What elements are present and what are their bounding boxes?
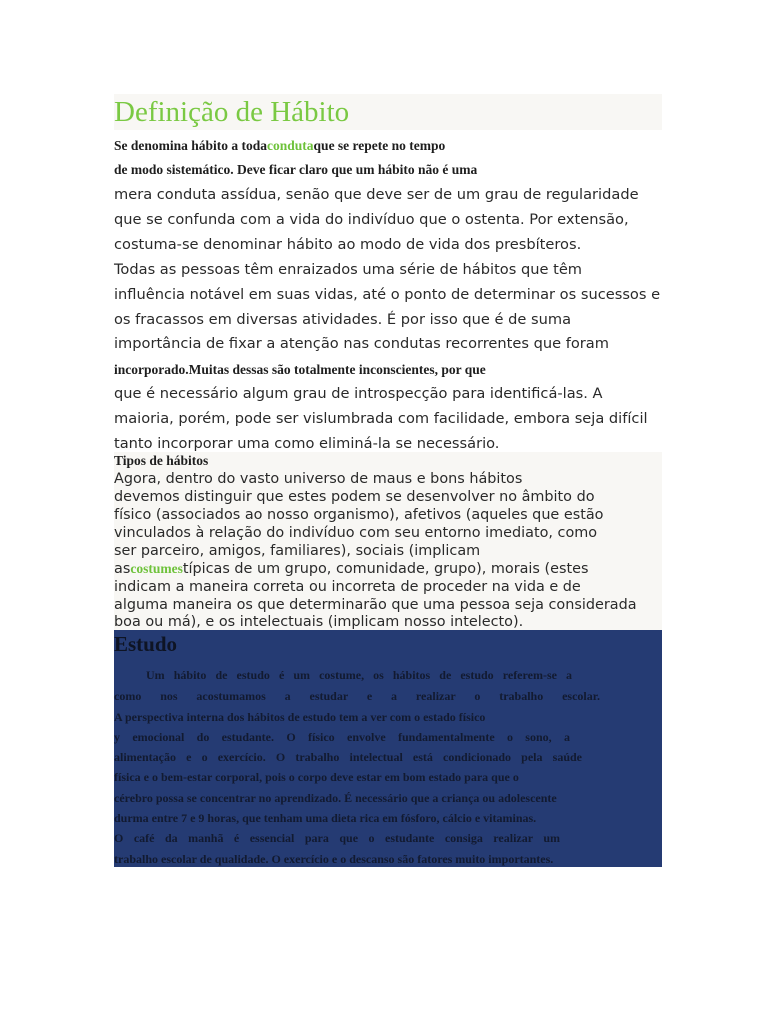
study-line: y emocional do estudante. O físico envolve fundamentalmente o sono, a bbox=[114, 730, 570, 744]
costumes-link[interactable]: costumes bbox=[130, 561, 183, 576]
types-line: ser parceiro, amigos, familiares), sociais (implicam bbox=[114, 543, 481, 559]
types-line-end: típicas de um grupo, comunidade, grupo), morais (estes bbox=[182, 561, 589, 577]
study-line: durma entre 7 e 9 horas, que tenham uma dieta rica em fósforo, cálcio e vitaminas. bbox=[114, 811, 537, 825]
study-line: O café da manhã é essencial para que o estudante consiga realizar um bbox=[114, 831, 560, 845]
types-line-with-link bbox=[114, 560, 588, 578]
types-line-start: as bbox=[114, 561, 131, 577]
study-line: Um hábito de estudo é um costume, os hábitos de estudo referem-se a bbox=[146, 668, 572, 682]
study-line: alimentação e o exercício. O trabalho intelectual está condicionado pela saúde bbox=[114, 750, 582, 764]
types-heading: Tipos de hábitos bbox=[114, 453, 209, 468]
intro-line-1-end: que se repete no tempo bbox=[313, 138, 446, 153]
types-line: Agora, dentro do vasto universo de maus e bons hábitos bbox=[114, 471, 523, 487]
paragraph-line: que é necessário algum grau de introspecção para identificá-las. A bbox=[114, 385, 603, 402]
paragraph-line: mera conduta assídua, senão que deve ser de um grau de regularidade bbox=[114, 186, 639, 203]
paragraph-line: maioria, porém, pode ser vislumbrada com facilidade, embora seja difícil bbox=[114, 410, 648, 427]
study-heading: Estudo bbox=[114, 632, 178, 656]
paragraph-line: os fracassos em diversas atividades. É por isso que é de suma bbox=[114, 311, 572, 328]
study-line: A perspectiva interna dos hábitos de estudo tem a ver com o estado físico bbox=[114, 710, 486, 724]
paragraph-line: importância de fixar a atenção nas condutas recorrentes que foram bbox=[114, 335, 609, 352]
page-title: Definição de Hábito bbox=[114, 96, 350, 128]
types-line: vinculados à relação do indivíduo com seu entorno imediato, como bbox=[114, 525, 598, 541]
types-line: boa ou má), e os intelectuais (implicam nosso intelecto). bbox=[114, 614, 524, 630]
intro-line-1-start: Se denomina hábito a toda bbox=[114, 138, 268, 153]
types-line: físico (associados ao nosso organismo), afetivos (aqueles que estão bbox=[114, 507, 604, 523]
intro-line-2: de modo sistemático. Deve ficar claro que um hábito não é uma bbox=[114, 162, 478, 177]
paragraph-line: costuma-se denominar hábito ao modo de vida dos presbíteros. bbox=[114, 236, 582, 253]
paragraph-line: tanto incorporar uma como eliminá-la se necessário. bbox=[114, 435, 500, 452]
paragraph-line: Todas as pessoas têm enraizados uma série de hábitos que têm bbox=[114, 261, 583, 278]
intro-line-1 bbox=[114, 137, 445, 155]
conduta-link[interactable]: conduta bbox=[267, 138, 314, 153]
paragraph-line: que se confunda com a vida do indivíduo que o ostenta. Por extensão, bbox=[114, 211, 629, 228]
paragraph-line: influência notável em suas vidas, até o ponto de determinar os sucessos e bbox=[114, 286, 661, 303]
study-line: cérebro possa se concentrar no aprendizado. É necessário que a criança ou adolescente bbox=[114, 791, 557, 805]
types-line: indicam a maneira correta ou incorreta de proceder na vida e de bbox=[114, 579, 581, 595]
study-line: trabalho escolar de qualidade. O exercício e o descanso são fatores muito importantes. bbox=[114, 852, 554, 866]
types-line: alguma maneira os que determinarão que uma pessoa seja considerada bbox=[114, 597, 637, 613]
study-line: como nos acostumamos a estudar e a realizar o trabalho escolar. bbox=[114, 689, 600, 703]
study-line: física e o bem-estar corporal, pois o corpo deve estar em bom estado para que o bbox=[114, 770, 519, 784]
bold-line: incorporado.Muitas dessas são totalmente inconscientes, por que bbox=[114, 362, 486, 377]
types-line: devemos distinguir que estes podem se desenvolver no âmbito do bbox=[114, 489, 595, 505]
